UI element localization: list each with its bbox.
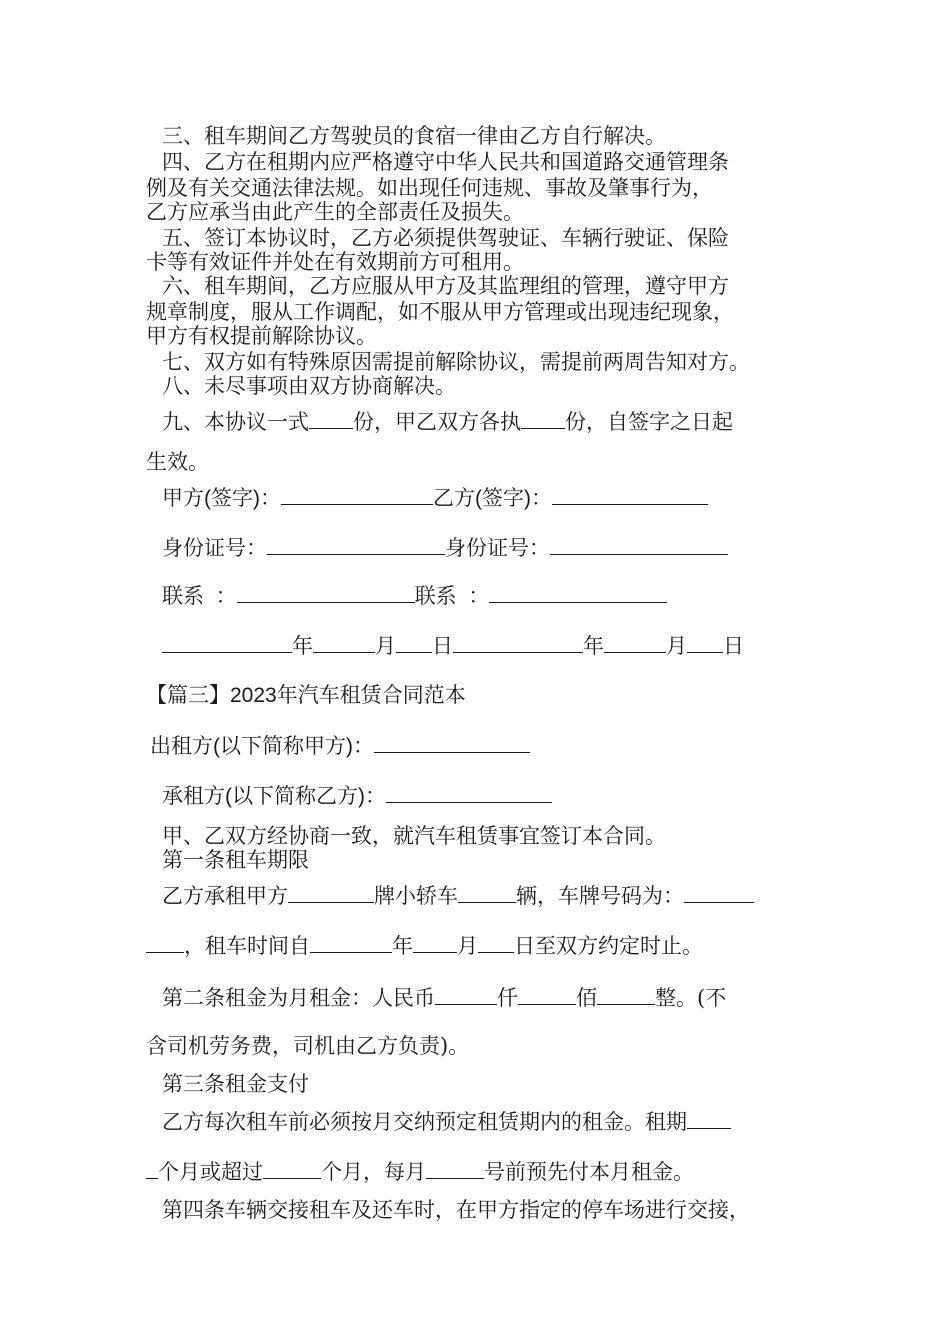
- party-a-month-blank[interactable]: [313, 634, 375, 653]
- article-1-text-a: 乙方承租甲方: [162, 884, 288, 908]
- article-2-text-c: 佰: [576, 986, 597, 1010]
- article-3-line-2: [146, 1160, 836, 1184]
- over-months-blank[interactable]: [263, 1160, 321, 1179]
- article-1-text-f: 月: [457, 934, 478, 958]
- lessee-label: 承租方(以下简称乙方)：: [162, 785, 386, 808]
- party-a-day-blank[interactable]: [396, 634, 432, 653]
- signature-row: [162, 486, 852, 511]
- party-a-sign-label: 甲方(签字)：: [162, 487, 281, 510]
- clause-6-line-1: 六、租车期间，乙方应服从甲方及其监理组的管理，遵守甲方: [162, 274, 729, 298]
- copies-total-blank[interactable]: [309, 410, 353, 429]
- article-2-text-b: 仟: [497, 986, 518, 1010]
- lessor-row: [150, 734, 840, 759]
- clause-9-line-1: [162, 410, 852, 434]
- contract-intro: 甲、乙双方经协商一致，就汽车租赁事宜签订本合同。: [162, 824, 666, 848]
- article-3-text-c: 个月，每月: [321, 1160, 426, 1184]
- clause-8-line: 八、未尽事项由双方协商解决。: [162, 374, 456, 398]
- payment-day-blank[interactable]: [426, 1160, 484, 1179]
- clause-9-text-b: 份，甲乙双方各执: [353, 410, 521, 434]
- start-month-blank[interactable]: [413, 934, 457, 953]
- party-a-contact-label: 联系 ：: [162, 585, 237, 608]
- article-2-line-1: [162, 986, 852, 1010]
- party-b-contact-blank[interactable]: [489, 584, 667, 603]
- date-row: [162, 634, 852, 659]
- lessee-blank[interactable]: [386, 784, 552, 803]
- party-b-id-blank[interactable]: [550, 536, 728, 555]
- article-2-line-2: 含司机劳务费，司机由乙方负责)。: [146, 1034, 470, 1058]
- party-b-month-blank[interactable]: [604, 634, 666, 653]
- car-brand-blank[interactable]: [288, 884, 374, 903]
- year-label: 年: [292, 635, 313, 658]
- lessee-row: [162, 784, 852, 809]
- party-a-sign-blank[interactable]: [281, 486, 433, 505]
- article-4-line: 第四条车辆交接租车及还车时，在甲方指定的停车场进行交接，: [162, 1198, 750, 1222]
- article-3-line-1: [162, 1110, 852, 1134]
- lease-months-blank[interactable]: [687, 1110, 731, 1129]
- clause-3-line: 三、租车期间乙方驾驶员的食宿一律由乙方自行解决。: [162, 124, 666, 148]
- article-2-text-d: 整。(不: [655, 986, 727, 1010]
- month-label: 月: [375, 635, 396, 658]
- clause-4-line-1: 四、乙方在租期内应严格遵守中华人民共和国道路交通管理条: [162, 150, 729, 174]
- party-b-contact-label: 联系 ：: [414, 585, 490, 608]
- start-year-blank[interactable]: [310, 934, 392, 953]
- lease-months-blank-cont[interactable]: [146, 1160, 158, 1179]
- section-title: 【篇三】2023年汽车租赁合同范本: [146, 684, 466, 707]
- start-day-blank[interactable]: [478, 934, 514, 953]
- article-1-text-b: 牌小轿车: [374, 884, 458, 908]
- lessor-label: 出租方(以下简称甲方)：: [150, 735, 374, 758]
- copies-each-blank[interactable]: [521, 410, 565, 429]
- article-3-text-b: 个月或超过: [158, 1160, 263, 1184]
- article-3-text-d: 号前预先付本月租金。: [484, 1160, 694, 1184]
- lessor-blank[interactable]: [374, 734, 530, 753]
- party-b-year-blank[interactable]: [453, 634, 583, 653]
- article-1-text-g: 日至双方约定时止。: [514, 934, 703, 958]
- contact-row: [162, 584, 852, 609]
- clause-7-line: 七、双方如有特殊原因需提前解除协议，需提前两周告知对方。: [162, 350, 750, 374]
- article-1-title: 第一条租车期限: [162, 848, 309, 872]
- clause-6-line-2: 规章制度，服从工作调配，如不服从甲方管理或出现违纪现象，: [146, 300, 734, 324]
- party-b-id-label: 身份证号：: [445, 537, 550, 560]
- rent-thousands-blank[interactable]: [435, 986, 497, 1005]
- year-label-2: 年: [583, 635, 604, 658]
- party-a-contact-blank[interactable]: [237, 584, 415, 603]
- article-1-line-1: [162, 884, 852, 908]
- clause-4-line-2: 例及有关交通法律法规。如出现任何违规、事故及肇事行为，: [146, 176, 713, 200]
- clause-4-line-3: 乙方应承当由此产生的全部责任及损失。: [146, 200, 524, 224]
- plate-number-blank[interactable]: [684, 884, 754, 903]
- article-3-text-a: 乙方每次租车前必须按月交纳预定租赁期内的租金。租期: [162, 1110, 687, 1134]
- clause-9-text-c: 份，自签字之日起: [565, 410, 733, 434]
- party-b-day-blank[interactable]: [687, 634, 723, 653]
- clause-5-line-1: 五、签订本协议时，乙方必须提供驾驶证、车辆行驶证、保险: [162, 226, 729, 250]
- plate-number-blank-cont[interactable]: [146, 934, 184, 953]
- article-2-text-a: 第二条租金为月租金：人民币: [162, 986, 435, 1010]
- car-count-blank[interactable]: [458, 884, 516, 903]
- article-1-text-e: 年: [392, 934, 413, 958]
- clause-9-text-a: 九、本协议一式: [162, 410, 309, 434]
- article-1-line-2: [146, 934, 836, 958]
- clause-6-line-3: 甲方有权提前解除协议。: [146, 324, 377, 348]
- day-label-2: 日: [723, 635, 744, 658]
- id-row: [162, 536, 852, 561]
- rent-whole-blank[interactable]: [597, 986, 655, 1005]
- article-1-text-d: ，租车时间自: [184, 934, 310, 958]
- party-a-id-label: 身份证号：: [162, 537, 267, 560]
- clause-5-line-2: 卡等有效证件并处在有效期前方可租用。: [146, 250, 524, 274]
- party-b-sign-label: 乙方(签字)：: [433, 487, 552, 510]
- party-a-year-blank[interactable]: [162, 634, 292, 653]
- party-a-id-blank[interactable]: [267, 536, 445, 555]
- article-1-text-c: 辆，车牌号码为：: [516, 884, 684, 908]
- rent-hundreds-blank[interactable]: [518, 986, 576, 1005]
- month-label-2: 月: [666, 635, 687, 658]
- article-3-title: 第三条租金支付: [162, 1072, 309, 1096]
- party-b-sign-blank[interactable]: [552, 486, 708, 505]
- day-label: 日: [432, 635, 453, 658]
- clause-9-line-2: 生效。: [146, 450, 209, 474]
